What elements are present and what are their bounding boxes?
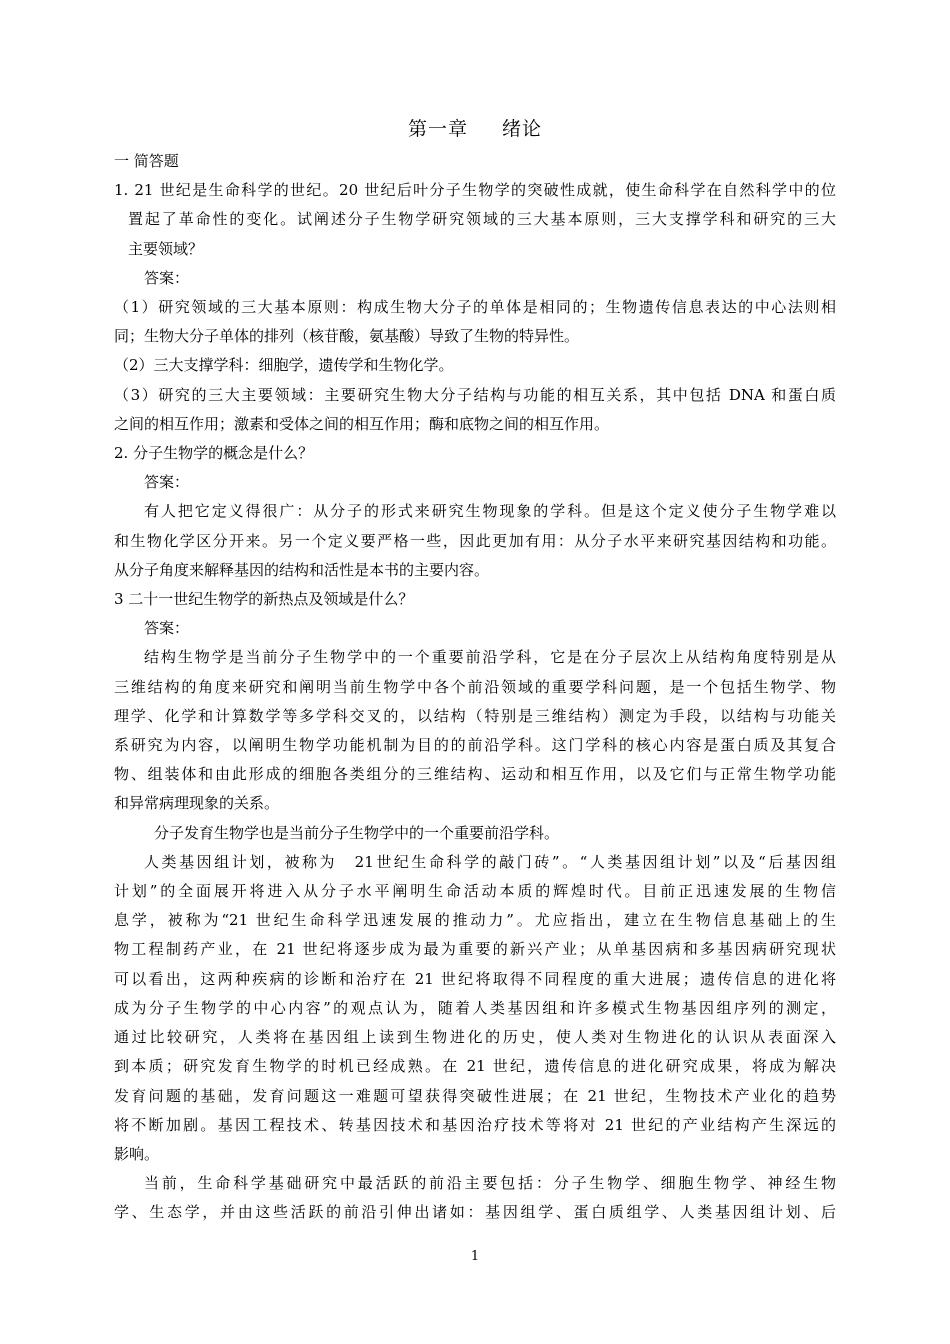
q3-para4-line-2: 学、生态学，并由这些活跃的前沿引伸出诸如：基因组学、蛋白质组学、人类基因组计划、后 [114, 1203, 836, 1222]
q3-para3-line-7: 通过比较研究，人类将在基因组上读到生物进化的历史，使人类对生物进化的认识从表面深入 [114, 1028, 836, 1047]
q3-para1-line-1: 结构生物学是当前分子生物学中的一个重要前沿学科，它是在分子层次上从结构角度特别是从 [144, 648, 836, 667]
q3-para3-line-8: 到本质；研究发育生物学的时机已经成熟。在 21 世纪，遗传信息的进化研究成果，将成为解决 [114, 1057, 836, 1076]
q3-para1-line-6: 和异常病理现象的关系。 [114, 794, 280, 813]
document-body [114, 147, 836, 1228]
q3-para3-line-6: 成为分子生物学的中心内容”的观点认为，随着人类基因组和许多模式生物基因组序列的测定， [114, 998, 836, 1017]
q1-line-3: 主要领域？ [128, 239, 204, 258]
chapter-title [0, 114, 950, 141]
q1-answer-line-4: （3）研究的三大主要领域：主要研究生物大分子结构与功能的相互关系，其中包括 DNA 和蛋白质 [114, 385, 836, 404]
section-heading: 一 简答题 [114, 152, 179, 170]
q2-answer-line-2: 和生物化学区分开来。另一个定义要严格一些，因此更加有用：从分子水平来研究基因结构和功能。 [114, 531, 836, 550]
chapter-name: 绪论 [502, 118, 543, 140]
q1-answer-line-1: （1）研究领域的三大基本原则：构成生物大分子的单体是相同的；生物遗传信息表达的中心法则相 [114, 298, 836, 317]
q1-answer-line-2: 同；生物大分子单体的排列（核苷酸，氨基酸）导致了生物的特异性。 [114, 327, 580, 346]
q3-para3-line-1: 人类基因组计划，被称为 21世纪生命科学的敲门砖”。“人类基因组计划”以及“后基因组 [144, 852, 836, 871]
q3-para3-line-5: 可以看出，这两种疾病的诊断和治疗在 21 世纪将取得不同程度的重大进展；遗传信息的进化将 [114, 969, 836, 988]
q3-question: 3 二十一世纪生物学的新热点及领域是什么？ [114, 590, 414, 609]
q2-question: 2. 分子生物学的概念是什么？ [114, 444, 314, 463]
q2-answer-line-1: 有人把它定义得很广：从分子的形式来研究生物现象的学科。但是这个定义使分子生物学难以 [144, 502, 836, 521]
chapter-number: 第一章 [407, 118, 468, 140]
q3-para3-line-3: 息学，被称为“21 世纪生命科学迅速发展的推动力”。尤应指出，建立在生物信息基础上的生 [114, 911, 836, 930]
q3-para1-line-2: 三维结构的角度来研究和阐明当前生物学中各个前沿领域的重要学科问题，是一个包括生物学、物 [114, 677, 836, 696]
q3-para3-line-4: 物工程制药产业，在 21 世纪将逐步成为最为重要的新兴产业；从单基因病和多基因病研究现状 [114, 940, 836, 959]
q2-answer-label: 答案： [144, 473, 190, 492]
q3-para4-line-1: 当前，生命科学基础研究中最活跃的前沿主要包括：分子生物学、细胞生物学、神经生物 [144, 1174, 836, 1193]
q3-para2: 分子发育生物学也是当前分子生物学中的一个重要前沿学科。 [154, 823, 560, 842]
q1-answer-line-5: 之间的相互作用；激素和受体之间的相互作用；酶和底物之间的相互作用。 [114, 414, 610, 433]
q1-answer-line-3: （2）三大支撑学科：细胞学，遗传学和生物化学。 [114, 356, 454, 375]
page-number: 1 [470, 1249, 480, 1264]
q2-answer-line-3: 从分子角度来解释基因的结构和活性是本书的主要内容。 [114, 560, 490, 579]
q3-para1-line-3: 理学、化学和计算数学等多学科交叉的，以结构（特别是三维结构）测定为手段，以结构与功能关 [114, 706, 836, 725]
q1-line-1: 1. 21 世纪是生命科学的世纪。20 世纪后叶分子生物学的突破性成就，使生命科学在自然科学中的位 [114, 181, 836, 200]
q3-para3-line-9: 发育问题的基础，发育问题这一难题可望获得突破性进展；在 21 世纪，生物技术产业化的趋势 [114, 1086, 836, 1105]
q1-line-2: 置起了革命性的变化。试阐述分子生物学研究领域的三大基本原则，三大支撑学科和研究的三大 [128, 210, 836, 229]
q3-para1-line-4: 系研究为内容，以阐明生物学功能机制为目的的前沿学科。这门学科的核心内容是蛋白质及其复合 [114, 736, 836, 755]
q3-answer-label: 答案： [144, 619, 190, 638]
q3-para3-line-11: 影响。 [114, 1144, 160, 1163]
q1-answer-label: 答案： [144, 268, 190, 287]
q3-para3-line-2: 计划”的全面展开将进入从分子水平阐明生命活动本质的辉煌时代。目前正迅速发展的生物信 [114, 882, 836, 901]
q3-para1-line-5: 物、组装体和由此形成的细胞各类组分的三维结构、运动和相互作用，以及它们与正常生物学功能 [114, 765, 836, 784]
q3-para3-line-10: 将不断加剧。基因工程技术、转基因技术和基因治疗技术等将对 21 世纪的产业结构产生深远的 [114, 1115, 836, 1134]
